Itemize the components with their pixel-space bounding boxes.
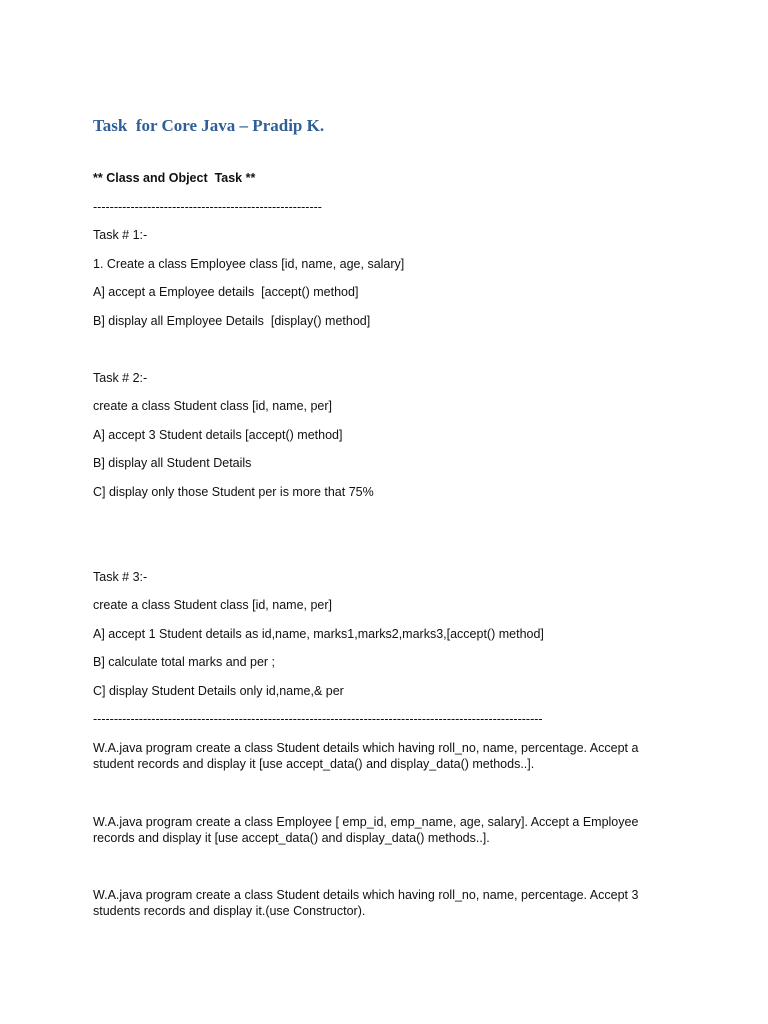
task1-line: 1. Create a class Employee class [id, name, age, salary] (93, 257, 405, 271)
task3-line: create a class Student class [id, name, per] (93, 598, 333, 612)
task2-line: C] display only those Student per is more that 75% (93, 485, 374, 499)
task2-line: create a class Student class [id, name, per] (93, 399, 333, 413)
program-paragraph: W.A.java program create a class Student details which having roll_no, name, percentage. Accept 3 students records and display it.(use Constructor). (93, 888, 639, 918)
document-title: Task for Core Java – Pradip K. (93, 116, 325, 135)
task2-heading: Task # 2:- (93, 371, 148, 385)
task3-line: C] display Student Details only id,name,& per (93, 684, 344, 698)
task3-heading: Task # 3:- (93, 570, 148, 584)
task2-line: B] display all Student Details (93, 456, 252, 470)
divider-short: ------------------------------------------------------- (93, 200, 322, 214)
task2-line: A] accept 3 Student details [accept() method] (93, 428, 343, 442)
task3-line: B] calculate total marks and per ; (93, 655, 276, 669)
section-heading: ** Class and Object Task ** (93, 171, 256, 185)
task3-line: A] accept 1 Student details as id,name, marks1,marks2,marks3,[accept() method] (93, 627, 544, 641)
program-paragraph: W.A.java program create a class Student details which having roll_no, name, percentage. Accept a student records and display it [use accept_data() and display_data() methods..]. (93, 741, 639, 771)
task1-line: B] display all Employee Details [display() method] (93, 314, 371, 328)
task1-heading: Task # 1:- (93, 228, 148, 242)
divider-long: ------------------------------------------------------------------------------------------------------------ (93, 712, 543, 726)
program-paragraph: W.A.java program create a class Employee [ emp_id, emp_name, age, salary]. Accept a Employee records and display it [use accept_data() and display_data() methods..]. (93, 815, 639, 845)
task1-line: A] accept a Employee details [accept() method] (93, 285, 359, 299)
